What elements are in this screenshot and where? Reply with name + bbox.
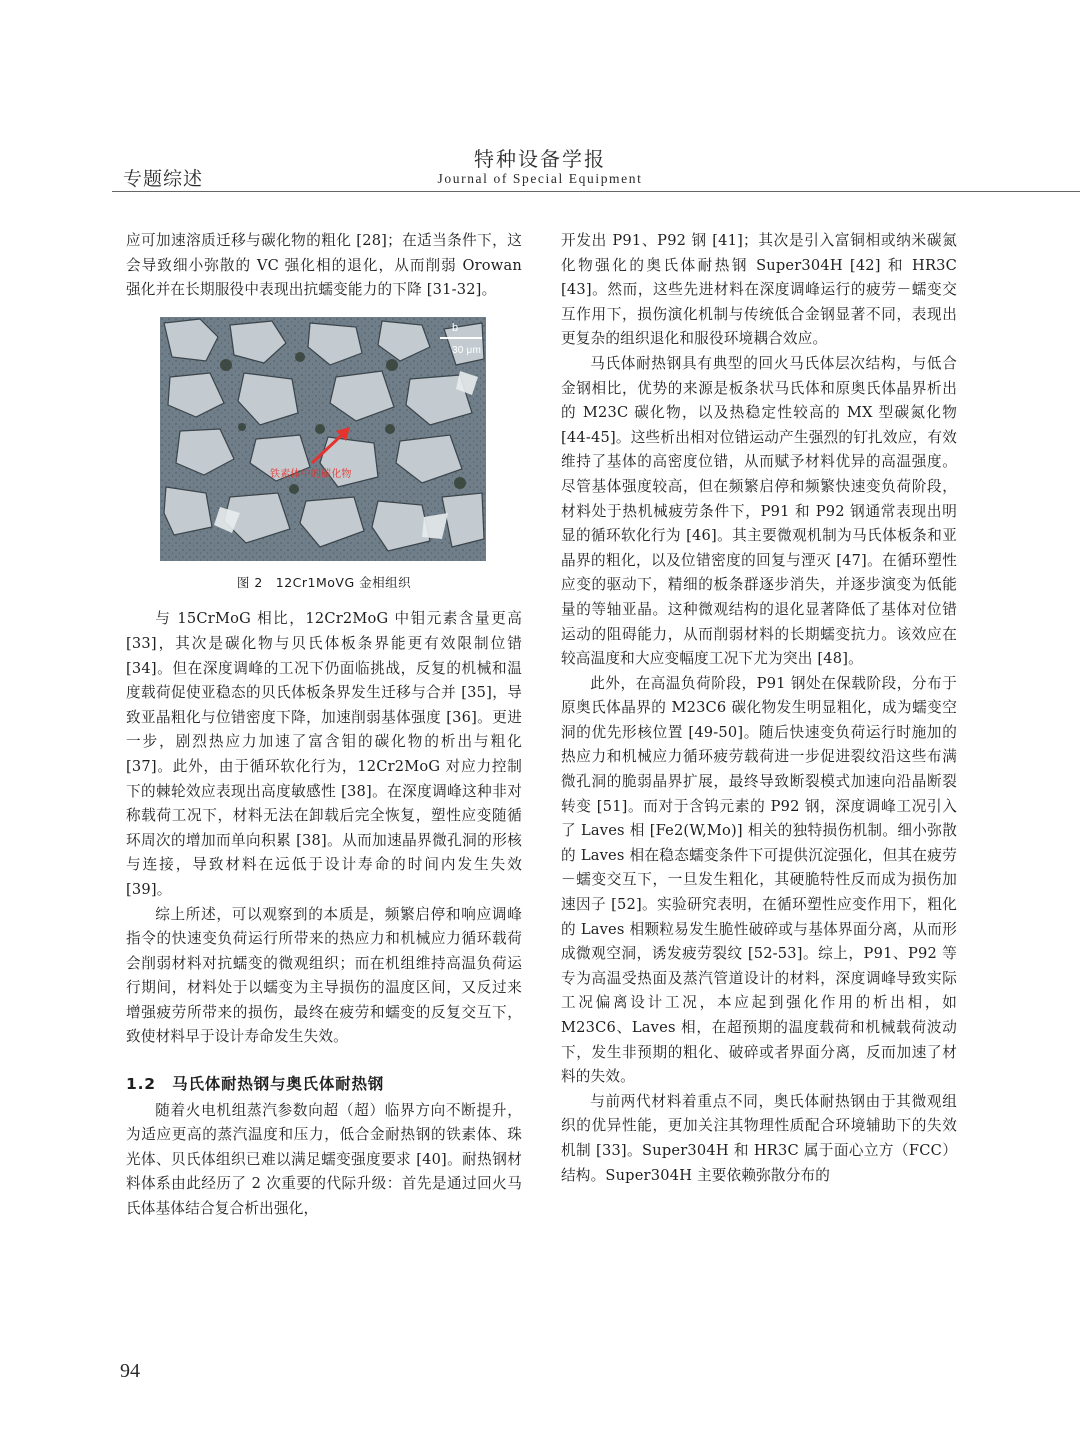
paragraph: 随着火电机组蒸汽参数向超（超）临界方向不断提升，为适应更高的蒸汽温度和压力，低合金耐热钢的铁素体、珠光体、贝氏体组织已难以满足蠕变强度要求 [40]。耐热钢材料体系由此经历了 2 次重要的代际升级：首先是通过回火马氏体基体结合复合析出强化， xyxy=(126,1101,522,1218)
panel-letter: b xyxy=(452,321,459,334)
section-heading: 1.2 马氏体耐热钢与奥氏体耐热钢 xyxy=(126,1075,385,1094)
micrograph-image xyxy=(160,317,486,561)
journal-title-en: Journal of Special Equipment xyxy=(437,171,643,186)
paragraph: 综上所述，可以观察到的本质是，频繁启停和响应调峰指令的快速变负荷运行所带来的热应力和机械应力循环载荷会削弱材料对抗蠕变的微观组织；而在机组维持高温负荷运行期间，材料处于以蠕变为主导损伤的温度区间，又反过来增强疲劳所带来的损伤，最终在疲劳和蠕变的反复交互下，致使材料早于设计寿命发生失效。 xyxy=(126,905,522,1046)
carbide-annotation: 铁素体中的碳化物 xyxy=(270,468,352,480)
right-column xyxy=(561,229,957,1188)
scale-bar-label: 30 μm xyxy=(452,344,481,356)
page-number: 94 xyxy=(120,1360,140,1382)
paragraph: 与 15CrMoG 相比，12Cr2MoG 中钼元素含量更高 [33]，其次是碳化物与贝氏体板条界能更有效限制位错 [34]。但在深度调峰的工况下仍面临挑战，反复的机械和温度载荷促使亚稳态的贝氏体板条界发生迁移与合并 [35]，导致亚晶粗化与位错密度下降，加速削弱基体强度 [36]。更进一步，剧烈热应力加速了富含钼的碳化物的析出与粗化 [37]。此外，由于循环软化行为，12Cr2MoG 对应力控制下的棘轮效应表现出高度敏感性 [38]。在深度调峰这种非对称载荷工况下，材料无法在卸载后完全恢复，塑性应变随循环周次的增加而单向积累 [38]。从而加速晶界微孔洞的形核与连接，导致材料在远低于设计寿命的时间内发生失效 [39]。 xyxy=(126,610,522,898)
figure-caption: 图 2 12Cr1MoVG 金相组织 xyxy=(236,574,412,590)
header-divider xyxy=(112,191,1080,192)
scale-bar xyxy=(440,337,482,339)
paragraph: 与前两代材料着重点不同，奥氏体耐热钢由于其微观组织的优异性能，更加关注其物理性质配合环境辅助下的失效机制 [33]。Super304H 和 HR3C 属于面心立方（FCC）结构。Super304H 主要依赖弥散分布的 xyxy=(561,1092,957,1184)
section-label: 专题综述 xyxy=(123,168,204,190)
micrograph-figure xyxy=(160,317,486,561)
paragraph: 开发出 P91、P92 钢 [41]；其次是引入富铜相或纳米碳氮化物强化的奥氏体耐热钢 Super304H [42] 和 HR3C [43]。然而，这些先进材料在深度调峰运行的疲劳－蠕变交互作用下，损伤演化机制与传统低合金钢显著不同，表现出更复杂的组织退化和服役环境耦合效应。 xyxy=(561,232,957,348)
paragraph: 此外，在高温负荷阶段，P91 钢处在保载阶段，分布于原奥氏体晶界的 M23C6 碳化物发生明显粗化，成为蠕变空洞的优先形核位置 [49-50]。随后快速变负荷运行时施加的热应力和机械应力循环疲劳载荷进一步促进裂纹沿这些布满微孔洞的脆弱晶界扩展，最终导致断裂模式加速向沿晶断裂转变 [51]。而对于含钨元素的 P92 钢，深度调峰工况引入了 Laves 相 [Fe2(W,Mo)] 相关的独特损伤机制。细小弥散的 Laves 相在稳态蠕变条件下可提供沉淀强化，但其在疲劳－蠕变交互下，一旦发生粗化，其硬脆特性反而成为损伤加速因子 [52]。实验研究表明，在循环塑性应变作用下，粗化的 Laves 相颗粒易发生脆性破碎或与基体界面分离，从而形成微观空洞，诱发疲劳裂纹 [52-53]。综上，P91、P92 等专为高温受热面及蒸汽管道设计的材料，深度调峰导致实际工况偏离设计工况，本应起到强化作用的析出相，如 M23C6、Laves 相，在超预期的温度载荷和机械载荷波动下，发生非预期的粗化、破碎或者界面分离，反而加速了材料的失效。 xyxy=(561,674,957,1086)
paragraph: 应可加速溶质迁移与碳化物的粗化 [28]；在适当条件下，这会导致细小弥散的 VC 强化相的退化，从而削弱 Orowan 强化并在长期服役中表现出抗蠕变能力的下降 [31-32]。 xyxy=(126,232,522,299)
left-column xyxy=(126,229,522,1222)
journal-title-cn: 特种设备学报 xyxy=(474,147,606,171)
paragraph: 马氏体耐热钢具有典型的回火马氏体层次结构，与低合金钢相比，优势的来源是板条状马氏体和原奥氏体晶界析出的 M23C 碳化物，以及热稳定性较高的 MX 型碳氮化物 [44-45]。这些析出相对位错运动产生强烈的钉扎效应，有效维持了基体的高密度位错，从而赋予材料优异的高温强度。尽管基体强度较高，但在频繁启停和频繁快速变负荷阶段，材料处于热机械疲劳条件下，P91 和 P92 钢通常表现出明显的循环软化行为 [46]。其主要微观机制为马氏体板条和亚晶界的粗化，以及位错密度的回复与湮灭 [47]。在循环塑性应变的驱动下，精细的板条群逐步消失，并逐步演变为低能量的等轴亚晶。这种微观结构的退化显著降低了基体对位错运动的阻碍能力，从而削弱材料的长期蠕变抗力。该效应在较高温度和大应变幅度工况下尤为突出 [48]。 xyxy=(561,354,957,668)
